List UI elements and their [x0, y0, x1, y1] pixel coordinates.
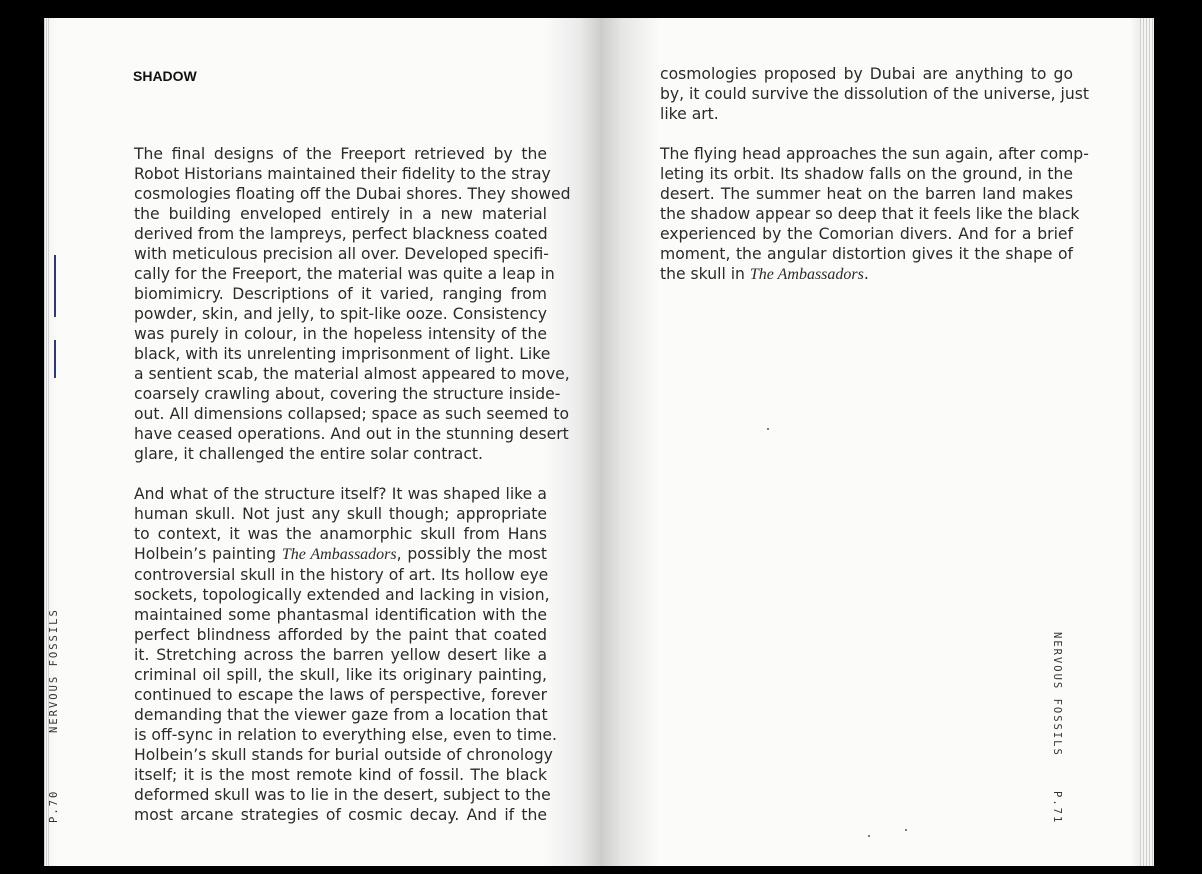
page-number-right: P.71: [1051, 791, 1063, 825]
text-line: is off-sync in relation to everything else, even to time.: [134, 726, 557, 744]
artwork-title: The Ambassadors: [749, 266, 864, 283]
left-paragraph-1: [134, 144, 571, 464]
text-line: with meticulous precision all over. Developed specifi-: [134, 245, 549, 263]
text-line: perfect blindness afforded by the paint that coated: [134, 626, 547, 644]
text-line: black, with its unrelenting imprisonment of light. Like: [134, 345, 551, 363]
text-line: out. All dimensions collapsed; space as such seemed to: [134, 405, 570, 423]
edge-marker: [54, 340, 56, 378]
text-line: criminal oil spill, the skull, like its originary painting,: [134, 666, 547, 684]
text-line: the building enveloped entirely in a new material: [134, 205, 547, 223]
text-line: human skull. Not just any skull though; appropriate: [134, 505, 547, 523]
text-line: a sentient scab, the material almost appeared to move,: [134, 365, 570, 383]
text-line: the shadow appear so deep that it feels like the black: [660, 205, 1080, 223]
page-number-left: P.70: [48, 789, 60, 823]
left-paragraph-2: [134, 484, 557, 825]
text-line: The flying head approaches the sun again, after comp-: [660, 145, 1089, 163]
right-page: [600, 18, 1154, 866]
text-line: coarsely crawling about, covering the structure inside-: [134, 385, 561, 403]
text-line: controversial skull in the history of art. Its hollow eye: [134, 566, 549, 584]
text-line: glare, it challenged the entire solar contract.: [134, 445, 484, 463]
text-line: to context, it was the anamorphic skull from Hans: [134, 525, 547, 543]
paper-speck: [905, 829, 907, 831]
text-line: was purely in colour, in the hopeless intensity of the: [134, 325, 547, 343]
running-title-right: NERVOUS FOSSILS: [1051, 632, 1063, 757]
right-body-text: [660, 64, 1089, 285]
page-edge: [44, 18, 50, 866]
text-line: continued to escape the laws of perspective, forever: [134, 686, 547, 704]
book-spread: [44, 18, 1154, 866]
text-line: most arcane strategies of cosmic decay. And if the: [134, 806, 547, 824]
text-line: derived from the lampreys, perfect blackness coated: [134, 225, 548, 243]
running-title-left: NERVOUS FOSSILS: [48, 608, 60, 733]
text-line: The final designs of the Freeport retrieved by the: [134, 145, 547, 163]
right-paragraph-1: [660, 64, 1089, 124]
text-line: leting its orbit. Its shadow falls on the ground, in the: [660, 165, 1073, 183]
text-line: cally for the Freeport, the material was quite a leap in: [134, 265, 555, 283]
text-segment: the skull in: [660, 265, 750, 283]
text-line: maintained some phantasmal identification with the: [134, 606, 547, 624]
left-body-text: [134, 144, 571, 825]
text-line: powder, skin, and jelly, to spit-like ooze. Consistency: [134, 305, 547, 323]
page-edge: [1140, 18, 1154, 866]
text-segment: Holbein’s painting: [134, 545, 282, 563]
text-line: demanding that the viewer gaze from a location that: [134, 706, 548, 724]
text-segment: .: [863, 265, 869, 283]
text-line: it. Stretching across the barren yellow desert like a: [134, 646, 547, 664]
paper-speck: [767, 428, 769, 430]
text-line: deformed skull was to lie in the desert, subject to the: [134, 786, 551, 804]
text-line: moment, the angular distortion gives it the shape of: [660, 245, 1073, 263]
text-line: biomimicry. Descriptions of it varied, ranging from: [134, 285, 547, 303]
text-line: experienced by the Comorian divers. And for a brief: [660, 225, 1073, 243]
paper-speck: [868, 835, 870, 837]
text-line: Holbein’s skull stands for burial outside of chronology: [134, 746, 553, 764]
text-line: itself; it is the most remote kind of fossil. The black: [134, 766, 547, 784]
text-line: Robot Historians maintained their fidelity to the stray: [134, 165, 551, 183]
section-heading: SHADOW: [133, 68, 197, 84]
artwork-title: The Ambassadors: [281, 546, 397, 563]
text-line: [134, 544, 547, 565]
left-page: [44, 18, 600, 866]
text-line: by, it could survive the dissolution of the universe, just: [660, 85, 1089, 103]
text-line: cosmologies proposed by Dubai are anything to go: [660, 65, 1073, 83]
text-line: And what of the structure itself? It was shaped like a: [134, 485, 547, 503]
text-line: desert. The summer heat on the barren land makes: [660, 185, 1073, 203]
text-line: have ceased operations. And out in the stunning desert: [134, 425, 569, 443]
text-line: cosmologies floating off the Dubai shores. They showed: [134, 185, 571, 203]
text-line: [660, 264, 1073, 285]
edge-marker: [54, 255, 56, 317]
text-line: sockets, topologically extended and lacking in vision,: [134, 586, 550, 604]
text-segment: , possibly the most: [396, 545, 547, 563]
right-paragraph-2: [660, 144, 1089, 285]
text-line: like art.: [660, 105, 719, 123]
